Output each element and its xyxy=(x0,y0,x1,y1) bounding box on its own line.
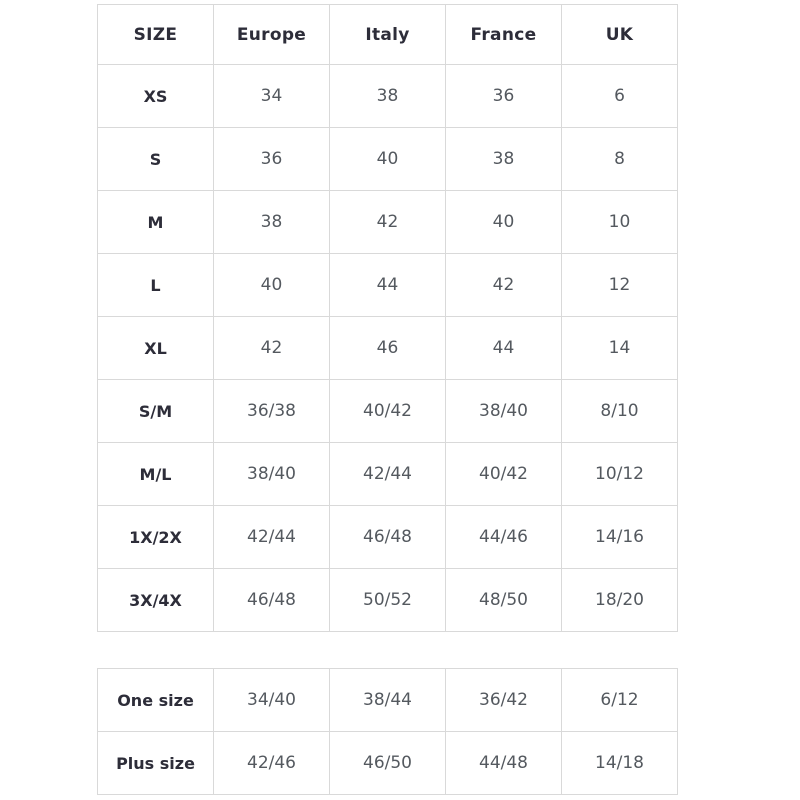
table-row xyxy=(98,317,678,380)
value-cell: 38/44 xyxy=(330,669,446,732)
size-label-cell: XL xyxy=(98,317,214,380)
value-cell: 42/46 xyxy=(214,732,330,795)
value-cell: 44 xyxy=(330,254,446,317)
value-cell: 8 xyxy=(562,128,678,191)
value-cell: 40 xyxy=(446,191,562,254)
value-cell: 36/38 xyxy=(214,380,330,443)
value-cell: 14/16 xyxy=(562,506,678,569)
value-cell: 6 xyxy=(562,65,678,128)
table-header-row xyxy=(98,5,678,65)
value-cell: 38/40 xyxy=(446,380,562,443)
column-header-france: France xyxy=(446,5,562,65)
table-row xyxy=(98,569,678,632)
size-label-cell: S xyxy=(98,128,214,191)
value-cell: 38 xyxy=(214,191,330,254)
value-cell: 50/52 xyxy=(330,569,446,632)
size-label-cell: S/M xyxy=(98,380,214,443)
column-header-italy: Italy xyxy=(330,5,446,65)
size-label-cell: 3X/4X xyxy=(98,569,214,632)
value-cell: 38 xyxy=(446,128,562,191)
size-label-cell: Plus size xyxy=(98,732,214,795)
column-header-europe: Europe xyxy=(214,5,330,65)
size-label-cell: M/L xyxy=(98,443,214,506)
value-cell: 38/40 xyxy=(214,443,330,506)
value-cell: 40/42 xyxy=(446,443,562,506)
value-cell: 10 xyxy=(562,191,678,254)
size-conversion-chart xyxy=(97,4,678,795)
value-cell: 46/48 xyxy=(330,506,446,569)
table-row xyxy=(98,254,678,317)
table-row xyxy=(98,380,678,443)
value-cell: 40/42 xyxy=(330,380,446,443)
table-row xyxy=(98,443,678,506)
value-cell: 36 xyxy=(446,65,562,128)
main-size-table xyxy=(97,4,678,632)
table-row xyxy=(98,191,678,254)
value-cell: 46/50 xyxy=(330,732,446,795)
value-cell: 18/20 xyxy=(562,569,678,632)
value-cell: 8/10 xyxy=(562,380,678,443)
value-cell: 34/40 xyxy=(214,669,330,732)
value-cell: 48/50 xyxy=(446,569,562,632)
value-cell: 42/44 xyxy=(214,506,330,569)
value-cell: 46 xyxy=(330,317,446,380)
value-cell: 12 xyxy=(562,254,678,317)
value-cell: 14/18 xyxy=(562,732,678,795)
value-cell: 44/48 xyxy=(446,732,562,795)
value-cell: 44 xyxy=(446,317,562,380)
value-cell: 6/12 xyxy=(562,669,678,732)
value-cell: 40 xyxy=(330,128,446,191)
size-label-cell: L xyxy=(98,254,214,317)
value-cell: 38 xyxy=(330,65,446,128)
value-cell: 36/42 xyxy=(446,669,562,732)
table-row xyxy=(98,732,678,795)
value-cell: 42 xyxy=(214,317,330,380)
value-cell: 42 xyxy=(446,254,562,317)
table-row xyxy=(98,506,678,569)
table-row xyxy=(98,65,678,128)
value-cell: 10/12 xyxy=(562,443,678,506)
column-header-size: SIZE xyxy=(98,5,214,65)
value-cell: 42/44 xyxy=(330,443,446,506)
value-cell: 46/48 xyxy=(214,569,330,632)
table-row xyxy=(98,669,678,732)
size-label-cell: XS xyxy=(98,65,214,128)
value-cell: 44/46 xyxy=(446,506,562,569)
value-cell: 40 xyxy=(214,254,330,317)
value-cell: 14 xyxy=(562,317,678,380)
size-label-cell: One size xyxy=(98,669,214,732)
table-row xyxy=(98,128,678,191)
column-header-uk: UK xyxy=(562,5,678,65)
size-label-cell: 1X/2X xyxy=(98,506,214,569)
value-cell: 34 xyxy=(214,65,330,128)
special-sizes-table xyxy=(97,668,678,795)
size-label-cell: M xyxy=(98,191,214,254)
value-cell: 42 xyxy=(330,191,446,254)
value-cell: 36 xyxy=(214,128,330,191)
